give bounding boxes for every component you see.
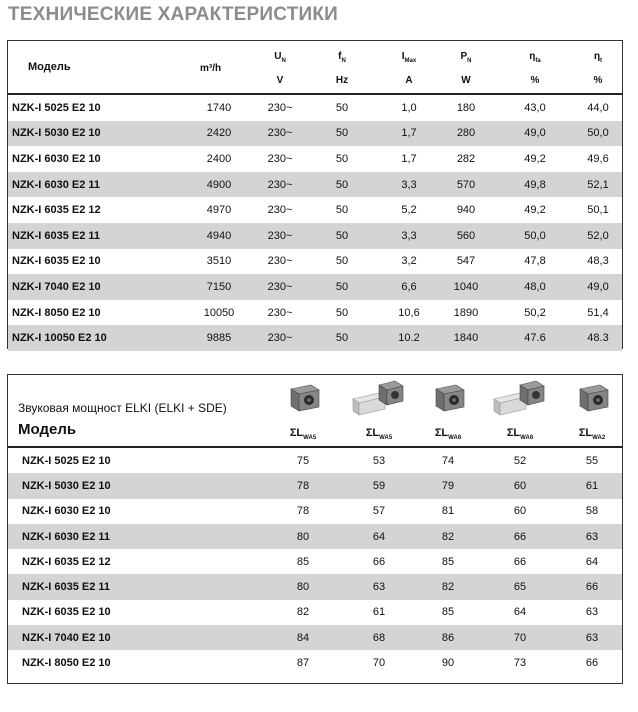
- flow-cell: 1740: [206, 101, 232, 114]
- f-cell: 50: [335, 127, 349, 140]
- sound-value-cell: 84: [296, 631, 310, 644]
- fan-unit-icon: [562, 379, 622, 421]
- col-frequency-header: $f_N$ Hz: [335, 51, 349, 86]
- sound-model-label: Модель: [18, 421, 77, 438]
- efa-cell: 49,2: [524, 204, 546, 217]
- col-voltage-header: $U_N$ V: [274, 51, 286, 86]
- table-row: [8, 600, 622, 625]
- model-cell: NZK-I 6030 E2 10: [12, 152, 101, 165]
- table-row: [8, 95, 622, 121]
- i-cell: 3,2: [401, 255, 417, 268]
- fan-unit-with-duct-icon: [490, 379, 550, 421]
- sound-col-header: [418, 379, 478, 443]
- model-cell: NZK-I 8050 E2 10: [22, 657, 111, 670]
- u-cell: 230~: [267, 178, 293, 191]
- col-eta-t-header: $\eta_t$ %: [593, 51, 603, 86]
- p-cell: 1890: [453, 306, 479, 319]
- flow-cell: 9885: [206, 332, 232, 345]
- sound-value-cell: 75: [296, 454, 310, 467]
- i-cell: 3,3: [401, 178, 417, 191]
- table-row: [8, 249, 622, 275]
- table-row: [8, 524, 622, 549]
- sound-table-body: [8, 448, 622, 676]
- flow-cell: 4900: [206, 178, 232, 191]
- model-cell: NZK-I 6035 E2 10: [12, 255, 101, 268]
- model-cell: NZK-I 8050 E2 10: [12, 306, 101, 319]
- u-cell: 230~: [267, 280, 293, 293]
- fan-unit-icon: [418, 379, 478, 421]
- sound-value-cell: 57: [372, 505, 386, 518]
- efa-cell: 49,2: [524, 152, 546, 165]
- sound-value-cell: 81: [441, 505, 455, 518]
- table-row: [8, 223, 622, 249]
- p-cell: 280: [456, 127, 476, 140]
- sound-value-cell: 87: [296, 657, 310, 670]
- f-cell: 50: [335, 101, 349, 114]
- u-cell: 230~: [267, 229, 293, 242]
- table-row: [8, 146, 622, 172]
- sound-value-cell: 64: [372, 530, 386, 543]
- efa-cell: 50,2: [524, 306, 546, 319]
- model-cell: NZK-I 6035 E2 11: [22, 581, 111, 594]
- fan-unit-icon: [273, 379, 333, 421]
- sound-value-cell: 65: [513, 581, 527, 594]
- model-cell: NZK-I 5030 E2 10: [12, 127, 101, 140]
- table-row: [8, 549, 622, 574]
- col-model-header: Модель: [28, 61, 71, 73]
- f-cell: 50: [335, 178, 349, 191]
- sound-value-cell: 64: [585, 555, 599, 568]
- u-cell: 230~: [267, 101, 293, 114]
- model-cell: NZK-I 7040 E2 10: [22, 631, 111, 644]
- f-cell: 50: [335, 280, 349, 293]
- sound-col-label: $\Sigma L_{WA6}$: [434, 427, 462, 442]
- model-cell: NZK-I 7040 E2 10: [12, 280, 101, 293]
- col-power-header: $P_N$ W: [460, 51, 472, 86]
- et-cell: 52,1: [587, 178, 609, 191]
- table-row: [8, 197, 622, 223]
- et-cell: 50,1: [587, 204, 609, 217]
- sound-value-cell: 66: [585, 657, 599, 670]
- sound-value-cell: 61: [585, 479, 599, 492]
- sound-col-label: $\Sigma L_{WA5}$: [289, 427, 317, 442]
- sound-value-cell: 78: [296, 479, 310, 492]
- sound-value-cell: 66: [372, 555, 386, 568]
- table-row: [8, 121, 622, 147]
- table-row: [8, 448, 622, 473]
- sound-value-cell: 66: [513, 555, 527, 568]
- sound-value-cell: 59: [372, 479, 386, 492]
- sound-value-cell: 52: [513, 454, 527, 467]
- i-cell: 5,2: [401, 204, 417, 217]
- sound-table-header: [8, 375, 622, 448]
- sound-value-cell: 79: [441, 479, 455, 492]
- sound-value-cell: 74: [441, 454, 455, 467]
- u-cell: 230~: [267, 204, 293, 217]
- efa-cell: 49,0: [524, 127, 546, 140]
- model-cell: NZK-I 5025 E2 10: [12, 101, 101, 114]
- sound-col-header: [349, 379, 409, 443]
- et-cell: 49,0: [587, 280, 609, 293]
- flow-cell: 7150: [206, 280, 232, 293]
- sound-value-cell: 80: [296, 581, 310, 594]
- sound-caption: Звуковая мощност ELKI (ELKI + SDE): [18, 401, 227, 415]
- u-cell: 230~: [267, 255, 293, 268]
- sound-value-cell: 86: [441, 631, 455, 644]
- tech-table-body: [8, 95, 622, 351]
- flow-cell: 10050: [203, 306, 235, 319]
- et-cell: 49,6: [587, 152, 609, 165]
- i-cell: 3,3: [401, 229, 417, 242]
- table-row: [8, 172, 622, 198]
- sound-value-cell: 73: [513, 657, 527, 670]
- model-cell: NZK-I 5030 E2 10: [22, 479, 111, 492]
- f-cell: 50: [335, 306, 349, 319]
- efa-cell: 47.6: [524, 332, 546, 345]
- sound-value-cell: 64: [513, 606, 527, 619]
- model-cell: NZK-I 6035 E2 12: [12, 204, 101, 217]
- sound-value-cell: 55: [585, 454, 599, 467]
- sound-value-cell: 70: [372, 657, 386, 670]
- sound-col-header: [562, 379, 622, 443]
- sound-value-cell: 90: [441, 657, 455, 670]
- sound-value-cell: 60: [513, 505, 527, 518]
- u-cell: 230~: [267, 127, 293, 140]
- col-eta-fa-header: $\eta_{fa}$ %: [529, 51, 541, 86]
- efa-cell: 49,8: [524, 178, 546, 191]
- table-row: [8, 473, 622, 498]
- i-cell: 10,6: [398, 306, 420, 319]
- p-cell: 570: [456, 178, 476, 191]
- p-cell: 940: [456, 204, 476, 217]
- u-cell: 230~: [267, 332, 293, 345]
- sound-value-cell: 85: [441, 555, 455, 568]
- i-cell: 1,7: [401, 127, 417, 140]
- sound-value-cell: 63: [372, 581, 386, 594]
- i-cell: 10.2: [398, 332, 420, 345]
- sound-value-cell: 82: [296, 606, 310, 619]
- f-cell: 50: [335, 204, 349, 217]
- u-cell: 230~: [267, 306, 293, 319]
- col-current-header: $I_{Max}$ A: [401, 51, 417, 86]
- sound-power-table: [7, 374, 623, 684]
- sound-value-cell: 82: [441, 530, 455, 543]
- model-cell: NZK-I 6035 E2 10: [22, 606, 111, 619]
- page-title: ТЕХНИЧЕСКИЕ ХАРАКТЕРИСТИКИ: [8, 4, 339, 25]
- sound-value-cell: 60: [513, 479, 527, 492]
- sound-value-cell: 63: [585, 606, 599, 619]
- col-flow-header: m³/h: [200, 63, 222, 74]
- tech-table-header: [8, 41, 622, 95]
- model-cell: NZK-I 6035 E2 11: [12, 229, 101, 242]
- et-cell: 48,3: [587, 255, 609, 268]
- table-row: [8, 325, 622, 351]
- u-cell: 230~: [267, 152, 293, 165]
- sound-value-cell: 53: [372, 454, 386, 467]
- model-cell: NZK-I 6030 E2 10: [22, 505, 111, 518]
- f-cell: 50: [335, 332, 349, 345]
- table-row: [8, 625, 622, 650]
- flow-cell: 3510: [206, 255, 232, 268]
- p-cell: 1840: [453, 332, 479, 345]
- sound-value-cell: 85: [296, 555, 310, 568]
- i-cell: 1,7: [401, 152, 417, 165]
- table-row: [8, 274, 622, 300]
- sound-value-cell: 80: [296, 530, 310, 543]
- flow-cell: 2400: [206, 152, 232, 165]
- et-cell: 52,0: [587, 229, 609, 242]
- model-cell: NZK-I 6030 E2 11: [12, 178, 101, 191]
- sound-value-cell: 63: [585, 530, 599, 543]
- f-cell: 50: [335, 255, 349, 268]
- sound-value-cell: 58: [585, 505, 599, 518]
- p-cell: 560: [456, 229, 476, 242]
- sound-col-header: [273, 379, 333, 443]
- efa-cell: 48,0: [524, 280, 546, 293]
- model-cell: NZK-I 6030 E2 11: [22, 530, 111, 543]
- et-cell: 51,4: [587, 306, 609, 319]
- sound-col-label: $\Sigma L_{WA6}$: [506, 427, 534, 442]
- p-cell: 547: [456, 255, 476, 268]
- f-cell: 50: [335, 152, 349, 165]
- et-cell: 48.3: [587, 332, 609, 345]
- sound-col-label: $\Sigma L_{WA5}$: [365, 427, 393, 442]
- efa-cell: 50,0: [524, 229, 546, 242]
- p-cell: 180: [456, 101, 476, 114]
- et-cell: 44,0: [587, 101, 609, 114]
- sound-value-cell: 63: [585, 631, 599, 644]
- sound-value-cell: 85: [441, 606, 455, 619]
- flow-cell: 4940: [206, 229, 232, 242]
- sound-value-cell: 70: [513, 631, 527, 644]
- sound-col-header: [490, 379, 550, 443]
- efa-cell: 47,8: [524, 255, 546, 268]
- i-cell: 1,0: [401, 101, 417, 114]
- i-cell: 6,6: [401, 280, 417, 293]
- table-row: [8, 574, 622, 599]
- p-cell: 1040: [453, 280, 479, 293]
- sound-value-cell: 61: [372, 606, 386, 619]
- p-cell: 282: [456, 152, 476, 165]
- efa-cell: 43,0: [524, 101, 546, 114]
- model-cell: NZK-I 5025 E2 10: [22, 454, 111, 467]
- flow-cell: 2420: [206, 127, 232, 140]
- flow-cell: 4970: [206, 204, 232, 217]
- f-cell: 50: [335, 229, 349, 242]
- sound-value-cell: 78: [296, 505, 310, 518]
- sound-col-label: $\Sigma L_{WA2}$: [578, 427, 606, 442]
- sound-value-cell: 68: [372, 631, 386, 644]
- et-cell: 50,0: [587, 127, 609, 140]
- tech-specs-table: [7, 40, 623, 349]
- sound-value-cell: 82: [441, 581, 455, 594]
- table-row: [8, 650, 622, 675]
- table-row: [8, 499, 622, 524]
- sound-value-cell: 66: [585, 581, 599, 594]
- model-cell: NZK-I 6035 E2 12: [22, 555, 111, 568]
- fan-unit-with-duct-icon: [349, 379, 409, 421]
- table-row: [8, 300, 622, 326]
- sound-value-cell: 66: [513, 530, 527, 543]
- model-cell: NZK-I 10050 E2 10: [12, 332, 107, 345]
